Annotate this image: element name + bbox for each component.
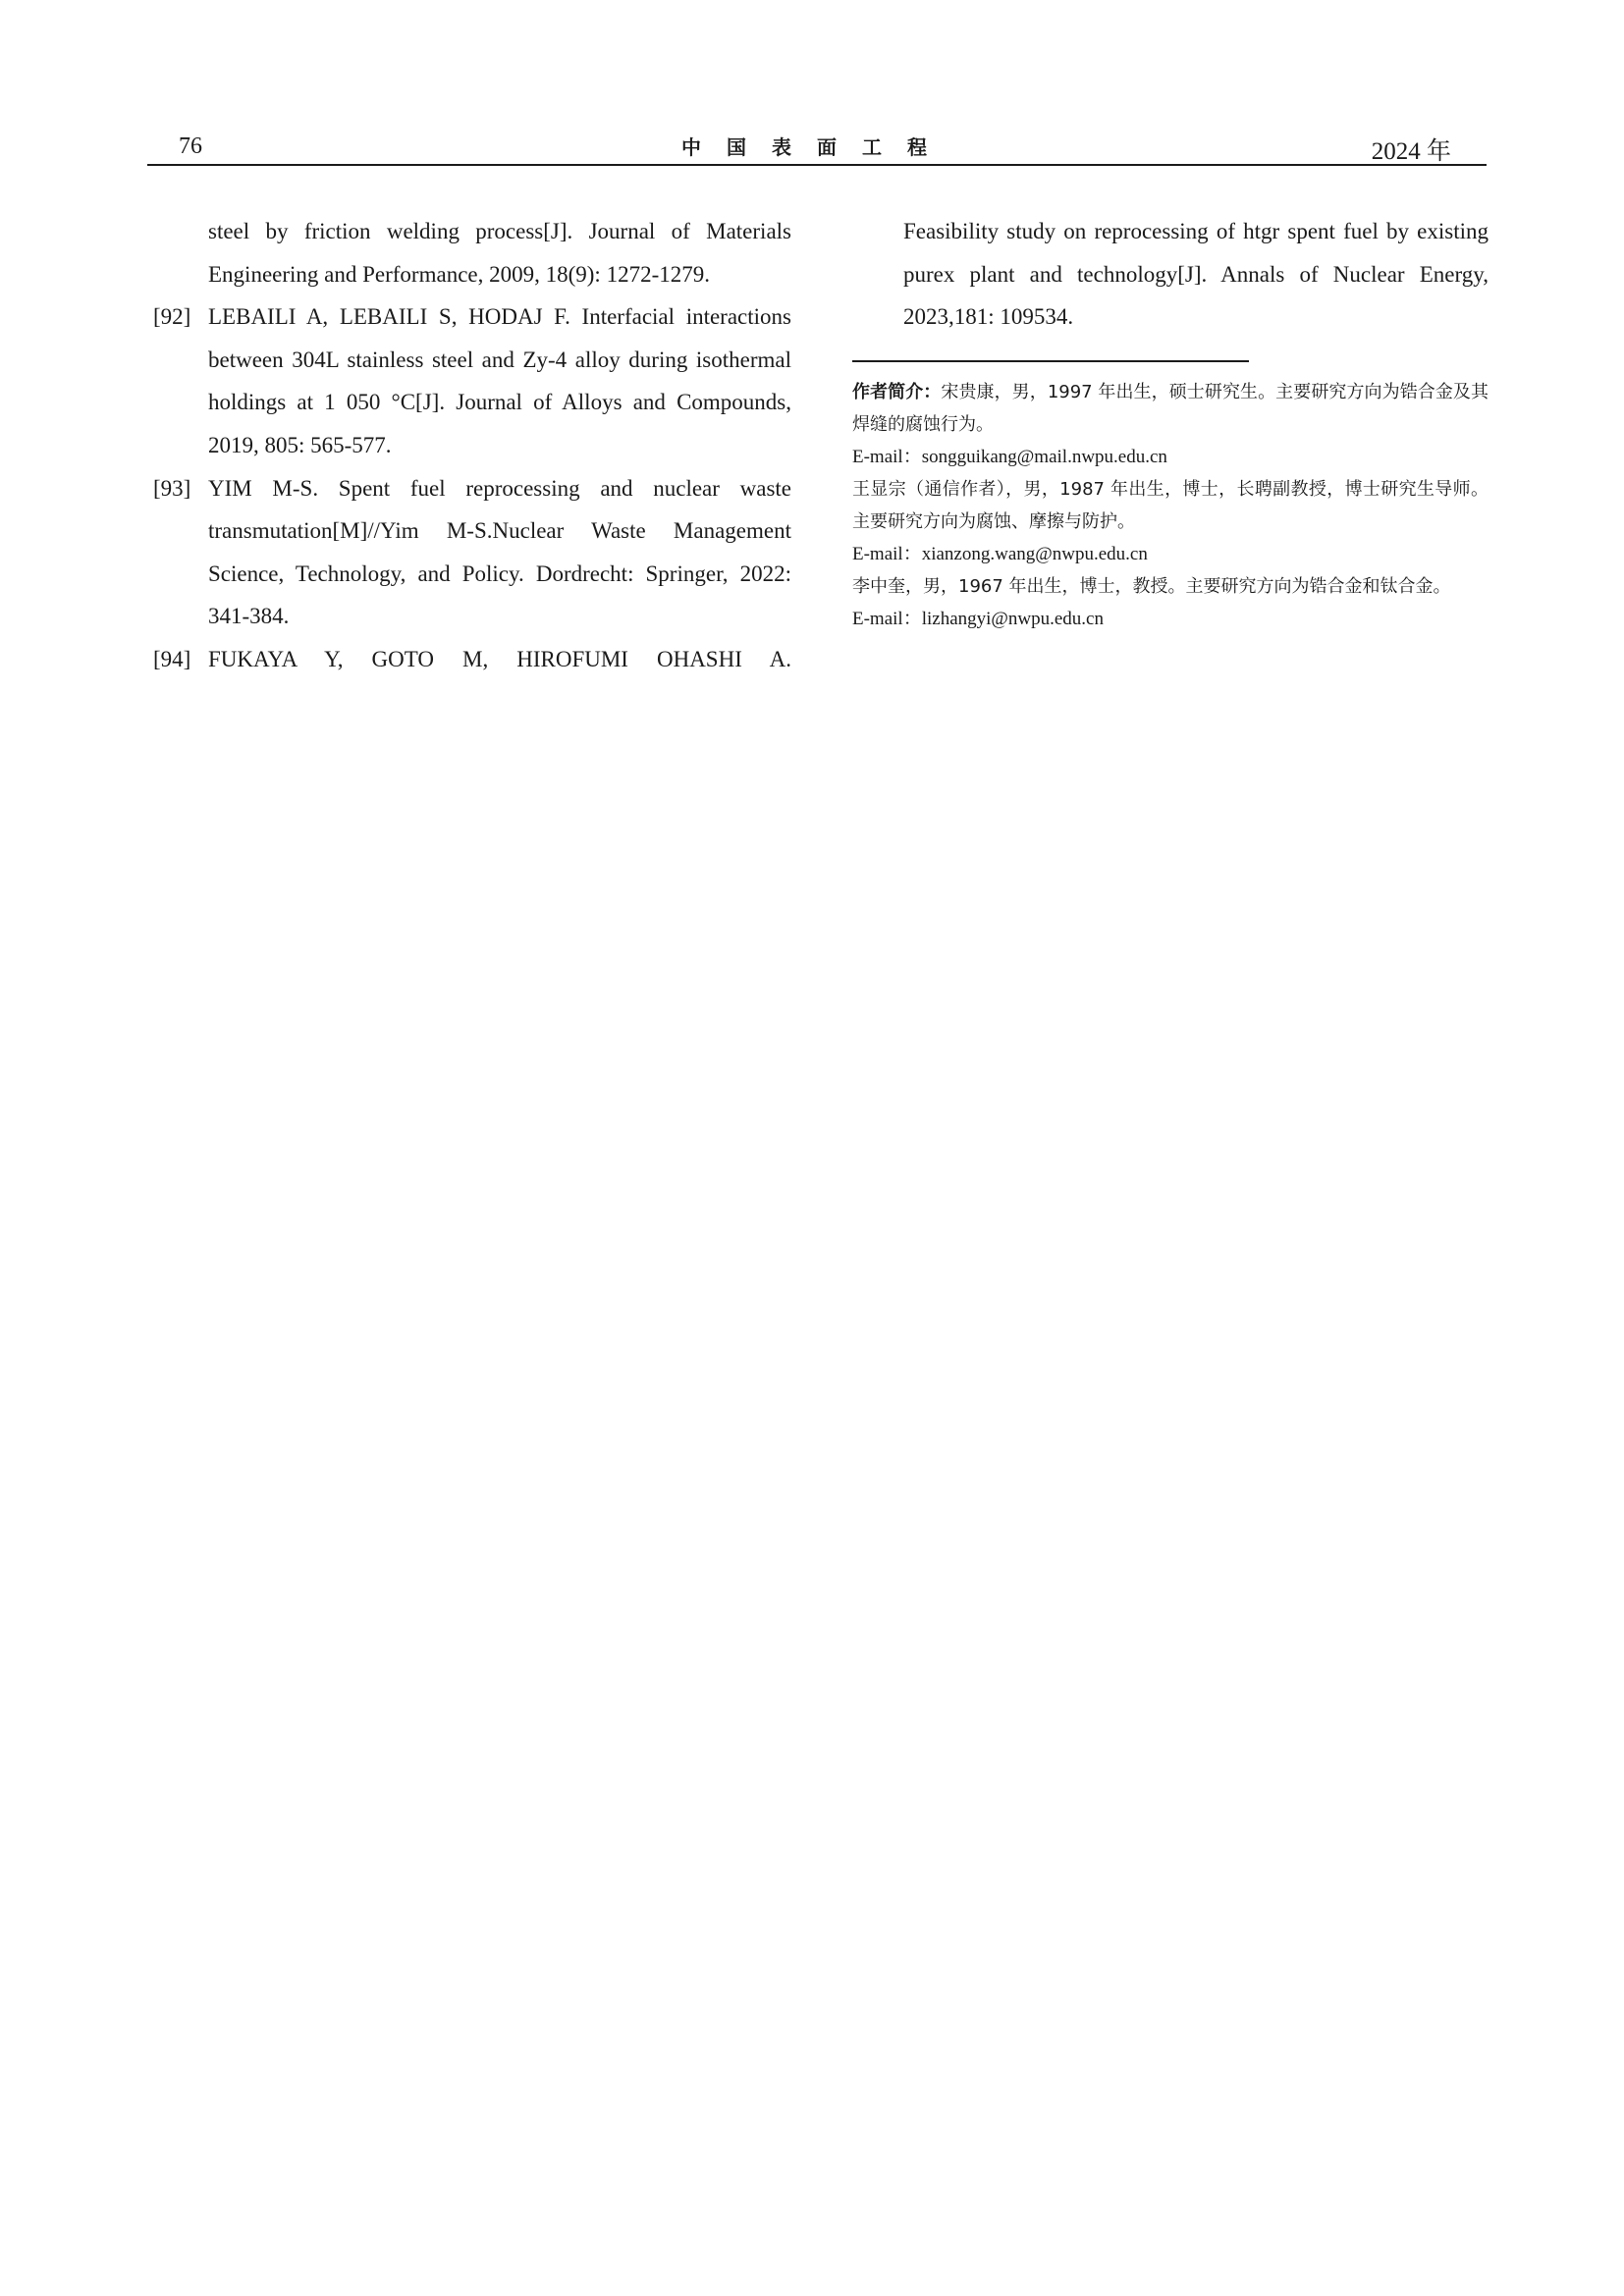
header-rule [147,164,1487,166]
reference-item [153,638,791,681]
author-info-label: 作者简介： [852,381,942,402]
author-3: 李中奎，男，1967 年出生，博士，教授。主要研究方向为锆合金和钛合金。 [852,575,1451,597]
reference-item [153,467,791,638]
left-column [153,210,791,681]
footnote-rule [852,360,1249,362]
reference-number: [94] [153,646,191,671]
reference-continuation: Feasibility study on reprocessing of htgr spent fuel by existing purex plant and technology[J]. Annals of Nuclear Energy, 2023,181: 109534. [903,219,1489,330]
author-1: 作者简介：宋贵康，男，1997 年出生，硕士研究生。主要研究方向为锆合金及其焊缝的腐蚀行为。 [852,381,1489,435]
author-2-email: E-mail：xianzong.wang@nwpu.edu.cn [852,543,1148,564]
journal-name: 中国表面工程 [681,135,952,159]
issue-year: 2024 年 [1371,138,1451,165]
author-2: 王显宗（通信作者），男，1987 年出生，博士，长聘副教授，博士研究生导师。主要研究方向为腐蚀、摩擦与防护。 [852,478,1489,532]
right-column [852,210,1489,635]
reference-item [153,295,791,466]
reference-number: [92] [153,304,191,330]
reference-continuation: steel by friction welding process[J]. Journal of Materials Engineering and Performance, 2009, 18(9): 1272-1279. [208,219,791,287]
reference-text: LEBAILI A, LEBAILI S, HODAJ F. Interfacial interactions between 304L stainless steel and Zy-4 alloy during isothermal holdings at 1 050 °C[J]. Journal of Alloys and Compounds, 2019, 805: 565-577. [208,304,791,457]
author-info [852,376,1489,635]
page-header [147,126,1487,165]
reference-text: YIM M-S. Spent fuel reprocessing and nuclear waste transmutation[M]//Yim M-S.Nuclear Waste Management Science, Technology, and Policy. Dordrecht: Springer, 2022: 341-384. [208,475,791,629]
page-number: 76 [179,133,202,159]
reference-number: [93] [153,475,191,501]
reference-text: FUKAYA Y, GOTO M, HIROFUMI OHASHI A. [208,646,791,671]
author-3-email: E-mail：lizhangyi@nwpu.edu.cn [852,608,1104,629]
author-1-email: E-mail：songguikang@mail.nwpu.edu.cn [852,446,1167,467]
